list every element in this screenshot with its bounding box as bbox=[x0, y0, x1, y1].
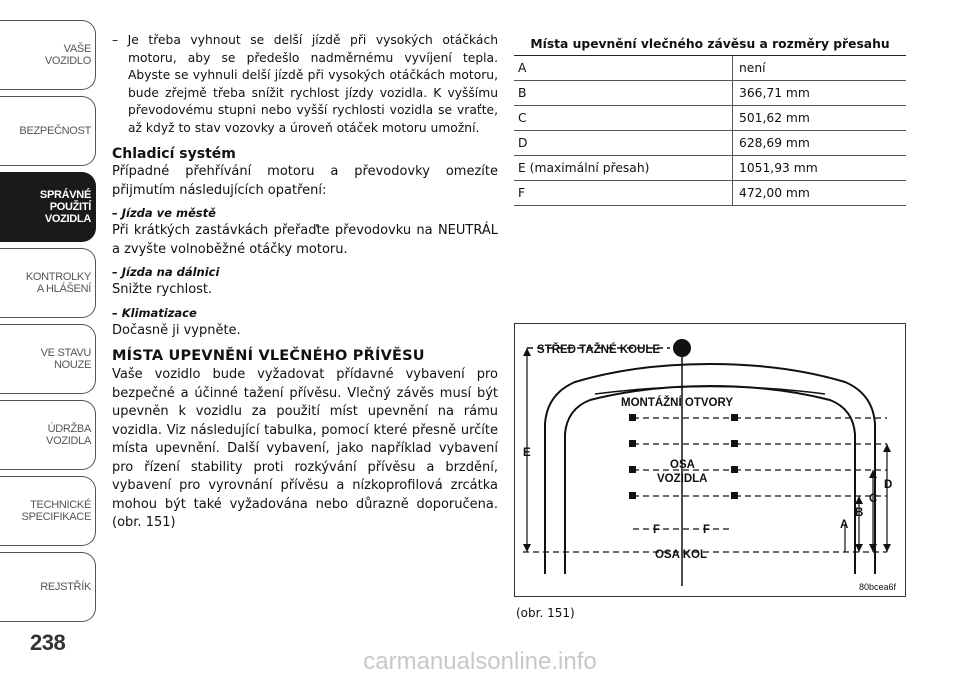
tab-label: SPRÁVNÉ POUŽITÍ VOZIDLA bbox=[39, 189, 91, 225]
table-title: Místa upevnění vlečného závěsu a rozměry přesahu bbox=[514, 36, 906, 56]
row-key: B bbox=[514, 81, 733, 106]
row-value: 501,62 mm bbox=[733, 106, 907, 131]
tab-kontrolky[interactable] bbox=[0, 248, 96, 318]
mounting-hole-icon bbox=[731, 492, 738, 499]
ac-text: Dočasně ji vypněte. bbox=[112, 322, 241, 338]
mounting-holes-label: MONTÁŽNÍ OTVORY bbox=[621, 397, 734, 409]
tab-udrzba[interactable] bbox=[0, 400, 96, 470]
dim-d-label: D bbox=[884, 479, 893, 491]
highway-text: Snižte rychlost. bbox=[112, 282, 213, 297]
dim-f-label-right: F bbox=[703, 524, 711, 536]
tab-label: ÚDRŽBA VOZIDLA bbox=[46, 423, 91, 447]
figure-code: 80bcea6f bbox=[859, 582, 897, 592]
ball-icon bbox=[673, 339, 691, 357]
highway-label: – Jízda na dálnici bbox=[112, 265, 220, 279]
vehicle-axis-label-1: OSA bbox=[670, 459, 695, 471]
row-value: 628,69 mm bbox=[733, 131, 907, 156]
mounting-hole-icon bbox=[731, 440, 738, 447]
hitch-diagram-svg bbox=[515, 324, 904, 595]
dim-c-label: C bbox=[869, 493, 878, 505]
dim-b-label: B bbox=[855, 507, 864, 519]
table-row bbox=[514, 81, 906, 106]
vehicle-axis-label-2: VOZIDLA bbox=[657, 473, 708, 485]
row-value: 1051,93 mm bbox=[733, 156, 907, 181]
wheel-axis-label: OSA KOL bbox=[655, 549, 707, 561]
vehicle-inner-outline bbox=[565, 386, 855, 574]
tab-technicke-specifikace[interactable] bbox=[0, 476, 96, 546]
row-value: není bbox=[733, 56, 907, 81]
hitch-diagram bbox=[514, 323, 906, 597]
tab-label: VAŠE VOZIDLO bbox=[44, 43, 91, 67]
row-key: A bbox=[514, 56, 733, 81]
table-row bbox=[514, 156, 906, 181]
mounting-hole-icon bbox=[629, 466, 636, 473]
tab-label: TECHNICKÉ SPECIFIKACE bbox=[21, 499, 91, 523]
hitch-text: Vaše vozidlo bude vyžadovat přídavné vybavení pro bezpečné a účinné tažení přívěsu. Vlečný závěs musí být upevněn k vozidlu za použití míst upevnění na rámu vozidla. Viz následující tabulka, pomocí které přesně určíte místa upevnění. Další vybavení, jako například vybavení pro řízení stability proti rozkývání přívěsu a brzdění, vybavení pro vyrovnání přívěsu a nízkoprofilová zrcátka mohou být také vyžadována nebo důrazně doporučena. (obr. 151) bbox=[112, 367, 498, 530]
row-value: 366,71 mm bbox=[733, 81, 907, 106]
ac-label: – Klimatizace bbox=[112, 305, 197, 320]
table-row bbox=[514, 181, 906, 206]
row-key: D bbox=[514, 131, 733, 156]
tab-ve-stavu-nouze[interactable] bbox=[0, 324, 96, 394]
page-number: 238 bbox=[30, 630, 66, 655]
mounting-hole-icon bbox=[731, 414, 738, 421]
bullet-paragraph: – Je třeba vyhnout se delší jízdě při vysokých otáčkách motoru, aby se předešlo nadměrnému vyvíjení tepla. Abyste se vyhnuli delší jízdě při vysokých otáčkách motoru, bude zřejmě třeba snížit rychlost jízdy vozidla. K vyššímu převodovému stupni nebo vyšší rychlosti vozidla se vraťte, až když to stav vozovky a úroveň otáček motoru umožní. bbox=[112, 33, 498, 135]
tab-vase-vozidlo[interactable] bbox=[0, 20, 96, 90]
row-value: 472,00 mm bbox=[733, 181, 907, 206]
tab-label: REJSTŘÍK bbox=[40, 581, 91, 593]
dim-e-label: E bbox=[523, 447, 531, 459]
tab-rejstrik[interactable] bbox=[0, 552, 96, 622]
hitch-heading: MÍSTA UPEVNĚNÍ VLEČNÉHO PŘÍVĚSU bbox=[112, 348, 425, 364]
row-key: C bbox=[514, 106, 733, 131]
row-key: E (maximální přesah) bbox=[514, 156, 733, 181]
hitch-dimensions-table bbox=[514, 36, 906, 206]
mounting-hole-icon bbox=[629, 440, 636, 447]
cooling-heading: Chladicí systém bbox=[112, 146, 236, 162]
mounting-hole-icon bbox=[731, 466, 738, 473]
table-row bbox=[514, 106, 906, 131]
mounting-hole-icon bbox=[629, 492, 636, 499]
tab-label: BEZPEČNOST bbox=[19, 125, 91, 137]
figure-caption: (obr. 151) bbox=[516, 606, 575, 620]
main-text-column bbox=[112, 32, 498, 539]
city-label: – Jízda ve městě bbox=[112, 206, 216, 220]
tab-spravne-pouziti[interactable] bbox=[0, 172, 96, 242]
cooling-intro: Případné přehřívání motoru a převodovky omezíte přijmutím následujících opatření: bbox=[112, 164, 498, 198]
row-key: F bbox=[514, 181, 733, 206]
ball-center-label: STŘED TAŽNÉ KOULE bbox=[537, 344, 661, 356]
vehicle-outline bbox=[545, 364, 878, 574]
table-row bbox=[514, 56, 906, 81]
tab-label: VE STAVU NOUZE bbox=[40, 347, 91, 371]
city-text: Při krátkých zastávkách přeřaďte převodovku na NEUTRÁL a zvyšte volnoběžné otáčky motoru. bbox=[112, 223, 498, 257]
dim-a-label: A bbox=[840, 519, 849, 531]
mounting-hole-icon bbox=[629, 414, 636, 421]
tab-label: KONTROLKY A HLÁŠENÍ bbox=[25, 271, 91, 295]
dim-f-label-left: F bbox=[653, 524, 661, 536]
tab-bezpecnost[interactable] bbox=[0, 96, 96, 166]
table-row bbox=[514, 131, 906, 156]
watermark: carmanualsonline.info bbox=[363, 648, 597, 675]
